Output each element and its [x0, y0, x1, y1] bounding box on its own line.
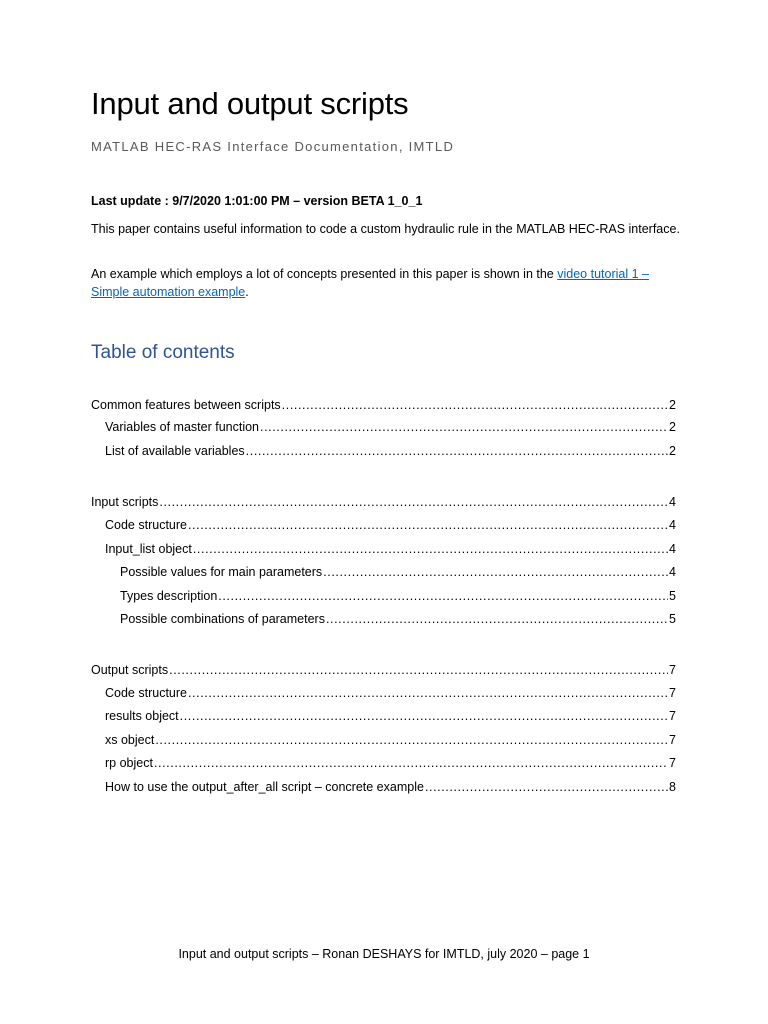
toc-entry-page: 5 [669, 589, 676, 603]
toc-entry-title: Code structure [105, 518, 187, 532]
toc-entry-title: Possible values for main parameters [120, 565, 323, 579]
toc-entry-page: 7 [669, 709, 676, 723]
toc-entry-xs-object[interactable] [105, 731, 676, 749]
toc-leader-dots [155, 731, 668, 749]
toc-entry-title: Possible combinations of parameters [120, 612, 325, 626]
page-footer: Input and output scripts – Ronan DESHAYS for IMTLD, july 2020 – page 1 [178, 947, 590, 961]
toc-entry-types-description[interactable] [120, 587, 676, 605]
toc-entry-title: How to use the output_after_all script – concrete example [105, 780, 424, 794]
toc-entry-title: Types description [120, 589, 218, 603]
toc-entry-page: 2 [669, 444, 676, 458]
toc-leader-dots [180, 707, 668, 725]
toc-leader-dots [246, 442, 668, 460]
toc-entry-page: 8 [669, 780, 676, 794]
toc-entry-title: xs object [105, 733, 155, 747]
toc-entry-page: 4 [669, 518, 676, 532]
toc-entry-title: results object [105, 709, 179, 723]
toc-entry-variables-master-function[interactable] [105, 418, 676, 436]
toc-leader-dots [188, 516, 668, 534]
toc-leader-dots [218, 587, 668, 605]
toc-entry-title: Input_list object [105, 542, 192, 556]
toc-entry-available-variables[interactable] [105, 442, 676, 460]
toc-leader-dots [323, 563, 668, 581]
document-subtitle: MATLAB HEC-RAS Interface Documentation, IMTLD [91, 139, 455, 154]
example-paragraph-text: An example which employs a lot of concepts presented in this paper is shown in the [91, 267, 558, 281]
toc-entry-page: 2 [669, 398, 676, 412]
toc-entry-common-features[interactable] [91, 396, 676, 414]
toc-leader-dots [193, 540, 668, 558]
toc-leader-dots [159, 493, 668, 511]
intro-paragraph: This paper contains useful information to code a custom hydraulic rule in the MATLAB HEC-RAS interface. [91, 222, 680, 236]
toc-entry-page: 7 [669, 686, 676, 700]
toc-entry-input-code-structure[interactable] [105, 516, 676, 534]
toc-entry-page: 7 [669, 733, 676, 747]
toc-entry-output-code-structure[interactable] [105, 684, 676, 702]
toc-entry-page: 4 [669, 542, 676, 556]
toc-entry-page: 7 [669, 756, 676, 770]
page-title: Input and output scripts [91, 86, 409, 121]
toc-entry-input-scripts[interactable] [91, 493, 676, 511]
toc-entry-output-after-all-example[interactable] [105, 778, 676, 796]
toc-leader-dots [326, 610, 668, 628]
toc-heading: Table of contents [91, 342, 235, 363]
toc-entry-page: 7 [669, 663, 676, 677]
toc-entry-page: 5 [669, 612, 676, 626]
toc-leader-dots [260, 418, 668, 436]
toc-entry-output-scripts[interactable] [91, 661, 676, 679]
toc-entry-input-list-object[interactable] [105, 540, 676, 558]
toc-entry-title: List of available variables [105, 444, 245, 458]
toc-entry-possible-combinations[interactable] [120, 610, 676, 628]
toc-entry-possible-values[interactable] [120, 563, 676, 581]
toc-entry-results-object[interactable] [105, 707, 676, 725]
toc-leader-dots [425, 778, 668, 796]
toc-entry-rp-object[interactable] [105, 754, 676, 772]
toc-leader-dots [169, 661, 668, 679]
toc-entry-title: rp object [105, 756, 153, 770]
toc-entry-page: 4 [669, 495, 676, 509]
toc-entry-title: Code structure [105, 686, 187, 700]
toc-leader-dots [282, 396, 668, 414]
toc-entry-title: Input scripts [91, 495, 159, 509]
toc-entry-page: 2 [669, 420, 676, 434]
toc-leader-dots [188, 684, 668, 702]
toc-entry-page: 4 [669, 565, 676, 579]
toc-entry-title: Output scripts [91, 663, 169, 677]
example-paragraph-end: . [245, 285, 249, 299]
toc-leader-dots [154, 754, 668, 772]
toc-entry-title: Common features between scripts [91, 398, 281, 412]
video-tutorial-link[interactable]: video tutorial 1 – Simple automation example [91, 267, 649, 299]
toc-entry-title: Variables of master function [105, 420, 260, 434]
last-update-line: Last update : 9/7/2020 1:01:00 PM – version BETA 1_0_1 [91, 194, 423, 208]
